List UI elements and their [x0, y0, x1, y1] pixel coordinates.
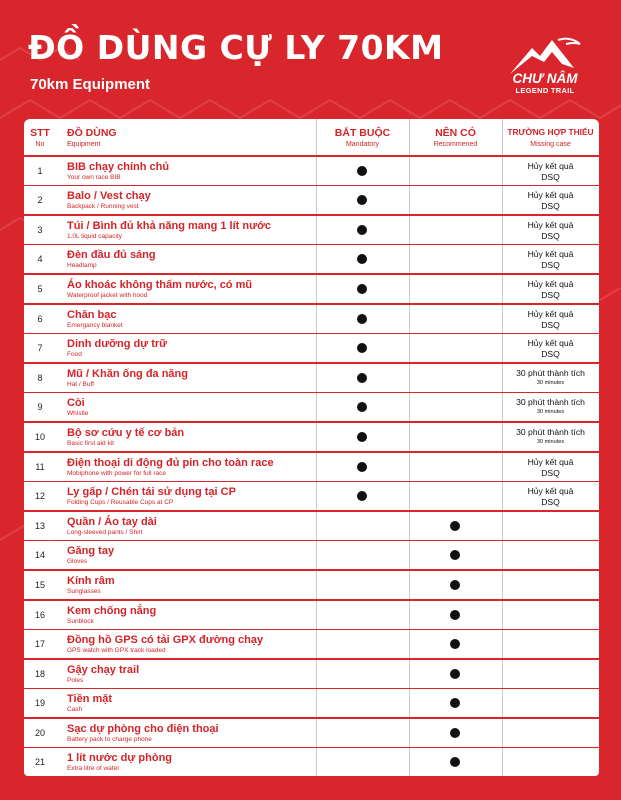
col-header-stt-en: No — [35, 141, 45, 148]
mandatory-dot-icon — [357, 314, 367, 324]
item-cell — [67, 660, 317, 688]
table-row — [24, 748, 599, 776]
missing-case-en: DSQ — [541, 319, 560, 330]
column-divider — [409, 541, 410, 569]
missing-case-cell — [502, 482, 599, 510]
column-divider — [409, 630, 410, 658]
item-name: Sạc dự phòng cho điện thoại — [67, 722, 219, 735]
col-header-recommended-en: Recommened — [433, 141, 478, 148]
missing-case-en: DSQ — [541, 171, 560, 182]
missing-case-cell — [502, 512, 599, 540]
item-name-en: Cash — [67, 706, 83, 714]
column-divider — [316, 748, 317, 776]
column-divider — [316, 186, 317, 214]
column-divider — [409, 157, 410, 185]
item-cell — [67, 423, 317, 451]
row-number: 17 — [34, 639, 45, 650]
item-name: Găng tay — [67, 545, 115, 558]
missing-case-cell — [502, 423, 599, 451]
missing-case-cell — [502, 275, 599, 303]
missing-case-en: 30 minutes — [536, 379, 565, 386]
mandatory-dot-icon — [357, 284, 367, 294]
missing-case-cell — [502, 245, 599, 273]
recommended-dot-icon — [450, 669, 460, 679]
item-name-en: Food — [67, 351, 82, 359]
item-name-en: Basic first aid kit — [67, 439, 114, 447]
missing-case: Hủy kết quả — [527, 160, 574, 171]
column-divider — [316, 541, 317, 569]
item-name-en: Hat / Buff — [67, 380, 94, 388]
item-cell — [67, 601, 317, 629]
table-row — [24, 660, 599, 688]
column-divider — [409, 601, 410, 629]
recommended-dot-icon — [450, 698, 460, 708]
item-name-en: Your own race BIB — [67, 173, 121, 181]
table-body — [24, 157, 599, 777]
column-divider — [409, 453, 410, 481]
recommended-dot-icon — [450, 521, 460, 531]
item-name-en: Mobiphone with power for full race — [67, 469, 166, 477]
row-number: 8 — [37, 372, 43, 383]
column-divider — [409, 689, 410, 717]
mandatory-dot-icon — [357, 462, 367, 472]
logo-tagline: LEGEND TRAIL — [515, 86, 575, 95]
recommended-dot-icon — [450, 580, 460, 590]
row-number: 4 — [37, 254, 43, 265]
item-name: Bộ sơ cứu y tế cơ bản — [67, 426, 185, 439]
missing-case-cell — [502, 571, 599, 599]
equipment-table — [24, 119, 599, 776]
column-divider — [316, 453, 317, 481]
row-number: 1 — [37, 165, 43, 176]
row-number: 18 — [34, 668, 45, 679]
item-cell — [67, 748, 317, 776]
missing-case-cell — [502, 157, 599, 185]
row-number: 9 — [37, 402, 43, 413]
row-number: 3 — [37, 224, 43, 235]
item-name-en: Battery pack to charge phone — [67, 735, 152, 743]
table-row — [24, 245, 599, 273]
column-divider — [316, 216, 317, 244]
missing-case-en: DSQ — [541, 201, 560, 212]
col-header-item-en: Equipment — [67, 141, 101, 148]
column-divider — [502, 119, 503, 155]
row-number: 2 — [37, 195, 43, 206]
missing-case-en: DSQ — [541, 260, 560, 271]
item-name: Điện thoại di động đủ pin cho toàn race — [67, 456, 274, 469]
missing-case-cell — [502, 630, 599, 658]
item-name-en: Sunblock — [67, 617, 94, 625]
row-number: 11 — [35, 461, 45, 472]
recommended-dot-icon — [450, 610, 460, 620]
item-name: Quần / Áo tay dài — [67, 515, 157, 528]
item-name-en: Sunglasses — [67, 587, 101, 595]
item-name: Mũ / Khăn ống đa năng — [67, 367, 188, 380]
missing-case-en: DSQ — [541, 230, 560, 241]
table-row — [24, 601, 599, 629]
column-divider — [409, 186, 410, 214]
column-divider — [316, 393, 317, 421]
table-row — [24, 186, 599, 214]
item-cell — [67, 305, 317, 333]
item-cell — [67, 482, 317, 510]
mandatory-dot-icon — [357, 254, 367, 264]
missing-case-cell — [502, 216, 599, 244]
item-name: Còi — [67, 397, 85, 410]
item-cell — [67, 245, 317, 273]
table-row — [24, 275, 599, 303]
column-divider — [409, 334, 410, 362]
item-name-en: Gloves — [67, 558, 88, 566]
column-divider — [316, 305, 317, 333]
column-divider — [409, 512, 410, 540]
table-row — [24, 512, 599, 540]
table-row — [24, 541, 599, 569]
item-cell — [67, 453, 317, 481]
table-row — [24, 393, 599, 421]
column-divider — [409, 660, 410, 688]
recommended-dot-icon — [450, 550, 460, 560]
column-divider — [316, 601, 317, 629]
mandatory-dot-icon — [357, 373, 367, 383]
item-cell — [67, 275, 317, 303]
missing-case: Hủy kết quả — [527, 486, 574, 497]
item-name-en: 1.0L liquid capacity — [67, 232, 123, 240]
table-row — [24, 630, 599, 658]
missing-case-cell — [502, 393, 599, 421]
column-divider — [409, 748, 410, 776]
item-name-en: Waterproof jacket with hood — [67, 291, 148, 299]
column-divider — [316, 512, 317, 540]
item-name-en: Backpack / Running vest — [67, 203, 139, 211]
column-divider — [316, 571, 317, 599]
recommended-dot-icon — [450, 639, 460, 649]
row-number: 5 — [37, 283, 43, 294]
item-name-en: Poles — [67, 676, 84, 684]
item-cell — [67, 719, 317, 747]
column-divider — [409, 245, 410, 273]
item-name: Kem chống nắng — [67, 604, 157, 617]
column-divider — [316, 689, 317, 717]
item-cell — [67, 571, 317, 599]
column-divider — [409, 571, 410, 599]
row-number: 16 — [34, 609, 45, 620]
item-cell — [67, 689, 317, 717]
table-row — [24, 305, 599, 333]
column-divider — [316, 660, 317, 688]
missing-case: 30 phút thành tích — [516, 426, 585, 437]
column-divider — [316, 245, 317, 273]
item-cell — [67, 541, 317, 569]
row-number: 13 — [34, 520, 45, 531]
item-cell — [67, 364, 317, 392]
item-cell — [67, 393, 317, 421]
column-divider — [409, 393, 410, 421]
table-row — [24, 216, 599, 244]
logo-name: CHƯ NÂM — [512, 71, 578, 86]
column-divider — [409, 364, 410, 392]
item-name-en: Emergancy blanket — [67, 321, 123, 329]
item-name: Đồng hồ GPS có tải GPX đường chạy — [67, 634, 264, 647]
missing-case: Hủy kết quả — [527, 456, 574, 467]
missing-case-cell — [502, 186, 599, 214]
item-name-en: Folding Cups / Reusable Cups at CP — [67, 499, 174, 507]
item-name: 1 lít nước dự phòng — [67, 752, 173, 765]
table-row — [24, 364, 599, 392]
column-divider — [409, 275, 410, 303]
table-row — [24, 482, 599, 510]
missing-case-en: DSQ — [541, 349, 560, 360]
item-name-en: Long-sleeved pants / Shirt — [67, 528, 143, 536]
missing-case-en: DSQ — [541, 289, 560, 300]
item-name-en: Whistle — [67, 410, 89, 418]
table-header — [24, 119, 599, 155]
row-number: 10 — [34, 431, 45, 442]
col-header-recommended: NÊN CÓ — [435, 127, 476, 139]
item-name: Kính râm — [67, 574, 115, 587]
col-header-stt: STT — [30, 127, 50, 139]
missing-case-cell — [502, 453, 599, 481]
item-name: Đèn đầu đủ sáng — [67, 249, 156, 262]
item-name: Gậy chạy trail — [67, 663, 140, 676]
mandatory-dot-icon — [357, 343, 367, 353]
missing-case: Hủy kết quả — [527, 308, 574, 319]
column-divider — [316, 364, 317, 392]
column-divider — [316, 334, 317, 362]
missing-case-cell — [502, 601, 599, 629]
row-number: 7 — [37, 343, 43, 354]
column-divider — [409, 305, 410, 333]
item-name-en: Headlamp — [67, 262, 97, 270]
column-divider — [316, 157, 317, 185]
page-subtitle: 70km Equipment — [30, 76, 151, 93]
mandatory-dot-icon — [357, 402, 367, 412]
mandatory-dot-icon — [357, 195, 367, 205]
row-number: 14 — [34, 550, 45, 561]
column-divider — [316, 630, 317, 658]
column-divider — [316, 275, 317, 303]
missing-case: Hủy kết quả — [527, 249, 574, 260]
missing-case: Hủy kết quả — [527, 190, 574, 201]
col-header-missing: TRƯỜNG HỢP THIẾU — [507, 127, 594, 137]
missing-case-en: 30 minutes — [536, 438, 565, 445]
column-divider — [409, 719, 410, 747]
row-number: 6 — [37, 313, 43, 324]
mandatory-dot-icon — [357, 225, 367, 235]
missing-case: Hủy kết quả — [527, 338, 574, 349]
missing-case: Hủy kết quả — [527, 219, 574, 230]
missing-case-cell — [502, 364, 599, 392]
missing-case: Hủy kết quả — [527, 278, 574, 289]
item-name: Ly gấp / Chén tái sử dụng tại CP — [67, 486, 236, 499]
item-name: BIB chạy chính chủ — [67, 160, 170, 173]
item-name-en: GPS watch with GPX track loaded — [67, 647, 166, 655]
item-name: Túi / Bình đủ khả năng mang 1 lít nước — [67, 219, 272, 232]
missing-case-en: DSQ — [541, 467, 560, 478]
table-row — [24, 453, 599, 481]
missing-case: 30 phút thành tích — [516, 397, 585, 408]
column-divider — [316, 119, 317, 155]
row-number: 19 — [34, 698, 45, 709]
col-header-mandatory: BẮT BUỘC — [334, 127, 391, 139]
row-number: 12 — [34, 491, 45, 502]
mandatory-dot-icon — [357, 491, 367, 501]
item-name: Balo / Vest chạy — [67, 190, 151, 203]
row-number: 20 — [34, 727, 45, 738]
recommended-dot-icon — [450, 728, 460, 738]
recommended-dot-icon — [450, 757, 460, 767]
missing-case: 30 phút thành tích — [516, 367, 585, 378]
row-number: 15 — [34, 579, 45, 590]
column-divider — [409, 423, 410, 451]
missing-case-en: 30 minutes — [536, 409, 565, 416]
column-divider — [409, 119, 410, 155]
item-name-en: Extra litre of water — [67, 765, 120, 773]
item-name: Áo khoác không thấm nước, có mũ — [67, 278, 253, 291]
table-row — [24, 689, 599, 717]
table-row — [24, 334, 599, 362]
table-row — [24, 423, 599, 451]
missing-case-cell — [502, 660, 599, 688]
item-cell — [67, 512, 317, 540]
item-name: Chăn bạc — [67, 308, 117, 321]
table-row — [24, 719, 599, 747]
row-number: 21 — [34, 757, 45, 768]
column-divider — [316, 482, 317, 510]
item-name: Dinh dưỡng dự trữ — [67, 338, 168, 351]
missing-case-cell — [502, 719, 599, 747]
col-header-missing-en: Missing case — [530, 141, 571, 148]
missing-case-en: DSQ — [541, 497, 560, 508]
column-divider — [409, 216, 410, 244]
missing-case-cell — [502, 689, 599, 717]
column-divider — [316, 719, 317, 747]
missing-case-cell — [502, 334, 599, 362]
col-header-item: ĐỒ DÙNG — [67, 127, 117, 139]
column-divider — [409, 482, 410, 510]
missing-case-cell — [502, 748, 599, 776]
item-name: Tiền mặt — [67, 693, 113, 706]
page-title: ĐỒ DÙNG CỰ LY 70KM — [28, 28, 444, 67]
mandatory-dot-icon — [357, 432, 367, 442]
item-cell — [67, 334, 317, 362]
col-header-mandatory-en: Mandatory — [345, 141, 380, 148]
item-cell — [67, 630, 317, 658]
column-divider — [316, 423, 317, 451]
table-row — [24, 157, 599, 185]
table-row — [24, 571, 599, 599]
item-cell — [67, 157, 317, 185]
item-cell — [67, 186, 317, 214]
item-cell — [67, 216, 317, 244]
missing-case-cell — [502, 305, 599, 333]
missing-case-cell — [502, 541, 599, 569]
mandatory-dot-icon — [357, 166, 367, 176]
